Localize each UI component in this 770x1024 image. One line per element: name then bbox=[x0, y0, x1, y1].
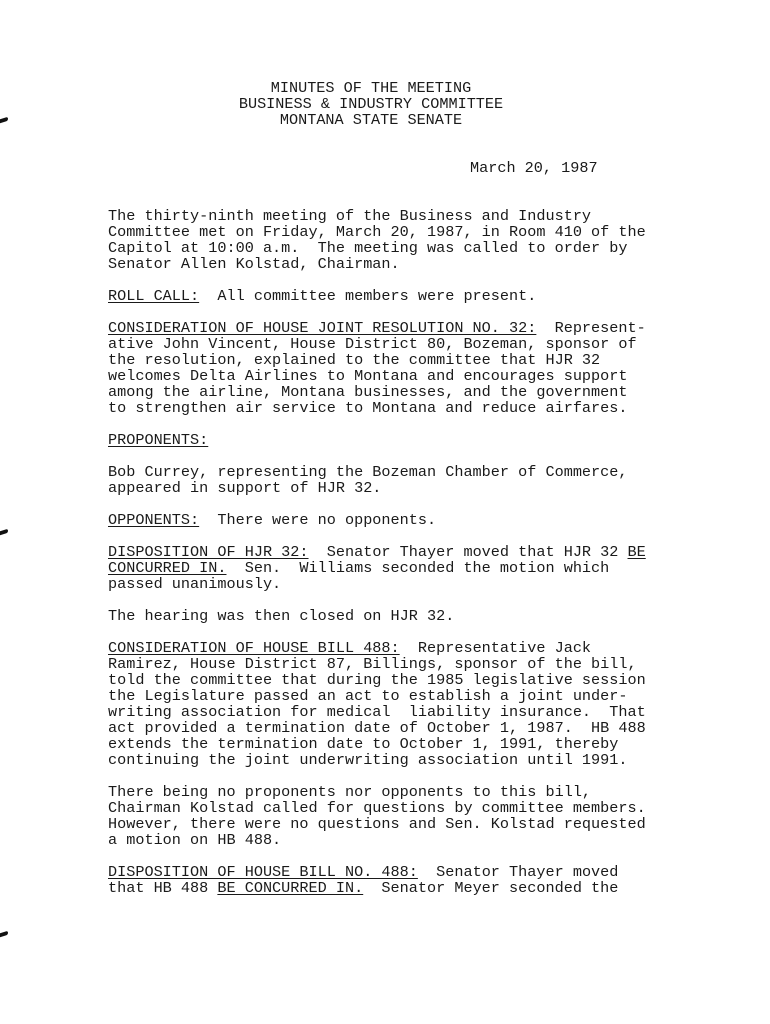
proponents-text: appeared in support of HJR 32. bbox=[108, 479, 382, 497]
hb488-line: the Legislature passed an act to establish a joint under- bbox=[108, 687, 628, 705]
hjr32-line: the resolution, explained to the committee that HJR 32 bbox=[108, 351, 601, 369]
opponents-line bbox=[108, 512, 436, 528]
disposition-hjr32-text: Sen. Williams seconded the motion which bbox=[226, 559, 610, 577]
be-text: BE bbox=[627, 543, 646, 561]
proponents-line bbox=[108, 432, 208, 448]
intro-line: Senator Allen Kolstad, Chairman. bbox=[108, 255, 400, 273]
intro-line: The thirty-ninth meeting of the Business and Industry bbox=[108, 207, 592, 225]
header-line-3: MONTANA STATE SENATE bbox=[279, 111, 463, 129]
intro-line: Committee met on Friday, March 20, 1987, in Room 410 of the bbox=[108, 223, 646, 241]
no-proponents-line: However, there were no questions and Sen. Kolstad requested bbox=[108, 815, 646, 833]
hb488-line: writing association for medical liability insurance. That bbox=[108, 703, 646, 721]
concurred-in-text: CONCURRED IN. bbox=[108, 559, 227, 577]
hb488-line: Ramirez, House District 87, Billings, sponsor of the bill, bbox=[108, 655, 637, 673]
proponents-text: Bob Currey, representing the Bozeman Chamber of Commerce, bbox=[108, 463, 628, 481]
no-proponents-line: a motion on HB 488. bbox=[108, 831, 282, 849]
header-line-2: BUSINESS & INDUSTRY COMMITTEE bbox=[238, 95, 504, 113]
disposition-hb488-line bbox=[108, 880, 618, 896]
hole-punch-mark bbox=[0, 931, 8, 938]
header-line-1: MINUTES OF THE MEETING bbox=[270, 79, 472, 97]
hb488-line: extends the termination date to October 1, 1991, thereby bbox=[108, 735, 619, 753]
hjr32-line: among the airline, Montana businesses, and the government bbox=[108, 383, 628, 401]
hjr32-heading: CONSIDERATION OF HOUSE JOINT RESOLUTION NO. 32: bbox=[108, 319, 537, 337]
hb488-line bbox=[108, 640, 591, 656]
hb488-line: continuing the joint underwriting association until 1991. bbox=[108, 751, 628, 769]
roll-call-line bbox=[108, 288, 536, 304]
hole-punch-mark bbox=[0, 529, 8, 536]
no-proponents-line: Chairman Kolstad called for questions by committee members. bbox=[108, 799, 646, 817]
roll-call-text: All committee members were present. bbox=[199, 287, 537, 305]
hjr32-line bbox=[108, 320, 646, 336]
disposition-hjr32-text: Senator Thayer moved that HJR 32 bbox=[308, 543, 628, 561]
disposition-hjr32-line bbox=[108, 544, 646, 560]
disposition-hjr32-heading: DISPOSITION OF HJR 32: bbox=[108, 543, 309, 561]
hb488-line: act provided a termination date of October 1, 1987. HB 488 bbox=[108, 719, 646, 737]
disposition-hb488-heading: DISPOSITION OF HOUSE BILL NO. 488: bbox=[108, 863, 418, 881]
disposition-hb488-text: Senator Meyer seconded the bbox=[363, 879, 619, 897]
disposition-hb488-text: Senator Thayer moved bbox=[417, 863, 619, 881]
disposition-hb488-line bbox=[108, 864, 618, 880]
disposition-hjr32-line bbox=[108, 560, 609, 576]
hb488-heading: CONSIDERATION OF HOUSE BILL 488: bbox=[108, 639, 400, 657]
proponents-heading: PROPONENTS: bbox=[108, 431, 209, 449]
hjr32-text: Represent- bbox=[536, 319, 646, 337]
hb488-line: told the committee that during the 1985 legislative session bbox=[108, 671, 646, 689]
hjr32-line: ative John Vincent, House District 80, Bozeman, sponsor of bbox=[108, 335, 637, 353]
hjr32-line: to strengthen air service to Montana and reduce airfares. bbox=[108, 399, 628, 417]
roll-call-heading: ROLL CALL: bbox=[108, 287, 200, 305]
be-concurred-in-text: BE CONCURRED IN. bbox=[217, 879, 364, 897]
disposition-hjr32-line: passed unanimously. bbox=[108, 575, 282, 593]
hjr32-line: welcomes Delta Airlines to Montana and encourages support bbox=[108, 367, 628, 385]
hb488-text: Representative Jack bbox=[399, 639, 592, 657]
meeting-date: March 20, 1987 bbox=[470, 159, 598, 177]
no-proponents-line: There being no proponents nor opponents to this bill, bbox=[108, 783, 592, 801]
hearing-closed-text: The hearing was then closed on HJR 32. bbox=[108, 607, 455, 625]
intro-line: Capitol at 10:00 a.m. The meeting was called to order by bbox=[108, 239, 628, 257]
opponents-heading: OPPONENTS: bbox=[108, 511, 200, 529]
disposition-hb488-text: that HB 488 bbox=[108, 879, 218, 897]
opponents-text: There were no opponents. bbox=[199, 511, 437, 529]
